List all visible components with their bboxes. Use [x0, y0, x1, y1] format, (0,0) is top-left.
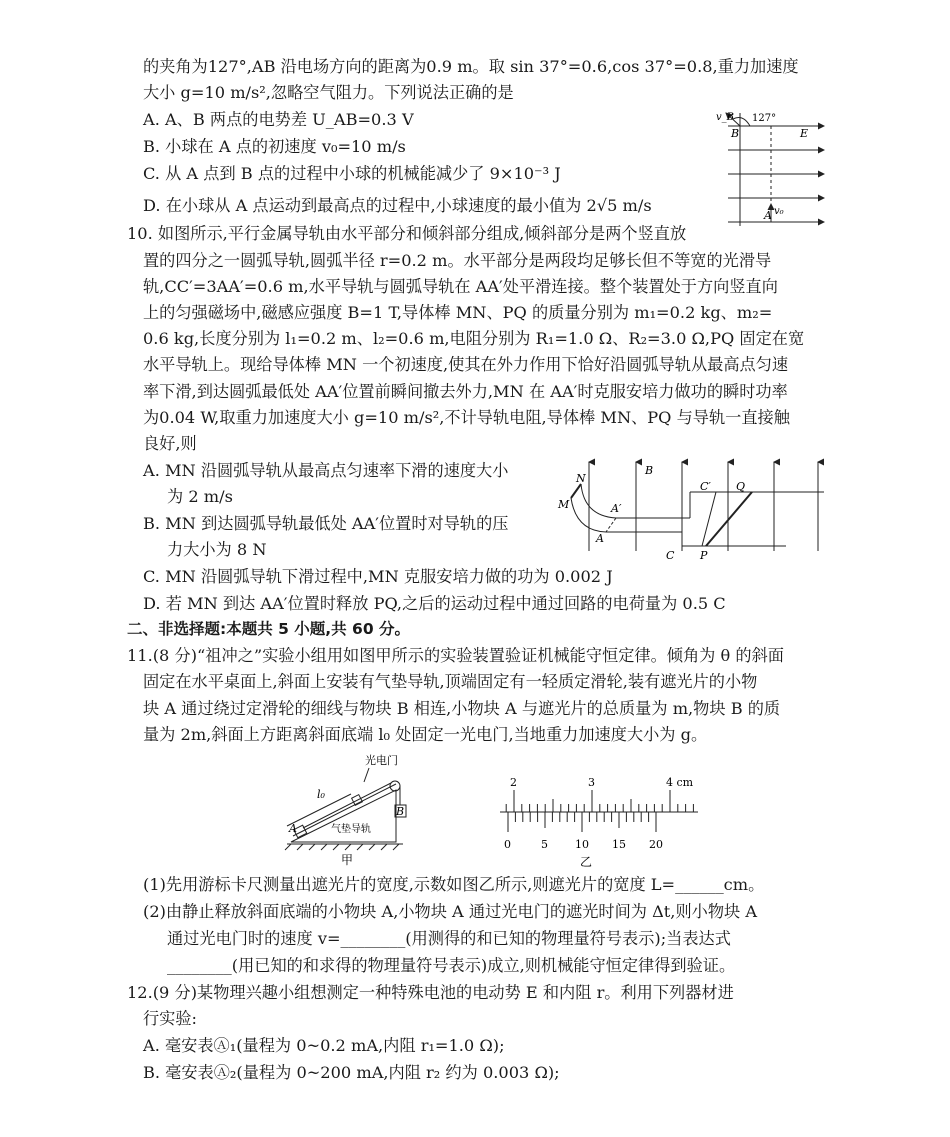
q11-yi-vernier-label-20: 20	[649, 838, 663, 851]
q10-fig-c-label: C	[666, 549, 675, 562]
q11-figure-yi	[494, 772, 704, 870]
q10-option-d: D. 若 MN 到达 AA′位置时释放 PQ,之后的运动过程中通过回路的电荷量为 0.5 C	[143, 594, 726, 613]
q11-jia-gate-label: 光电门	[365, 754, 398, 767]
q12-option-a: A. 毫安表Ⓐ₁(量程为 0~0.2 mA,内阻 r₁=1.0 Ω);	[143, 1036, 505, 1055]
q9-field-figure	[708, 108, 828, 228]
q10-fig-q-label: Q	[736, 480, 746, 493]
q11-jia-caption: 甲	[341, 853, 354, 867]
q9-fig-vb-label: v_B	[716, 112, 734, 123]
q9-fig-v0-label: v₀	[774, 206, 784, 217]
q11-yi-vernier-label-15: 15	[612, 838, 626, 851]
q9-option-c: C. 从 A 点到 B 点的过程中小球的机械能减少了 9×10⁻³ J	[143, 164, 561, 183]
q11-line-3: 块 A 通过绕过定滑轮的细线与物块 B 相连,小物块 A 与遮光片的总质量为 m,物块 B 的质	[143, 699, 781, 718]
q10-fig-m-label: M	[558, 498, 570, 511]
section-2-heading: 二、非选择题:本题共 5 小题,共 60 分。	[127, 620, 411, 638]
q12-line-2: 行实验:	[143, 1009, 198, 1028]
q10-line-1: 10. 如图所示,平行金属导轨由水平部分和倾斜部分组成,倾斜部分是两个竖直放	[127, 224, 687, 243]
q9-fig-e-label: E	[800, 127, 809, 140]
q11-line-2: 固定在水平桌面上,斜面上安装有气垫导轨,顶端固定有一轻质定滑轮,装有遮光片的小物	[143, 672, 758, 691]
q9-fig-angle-label: 127°	[752, 113, 777, 124]
q9-stem-line-2: 大小 g=10 m/s²,忽略空气阻力。下列说法正确的是	[143, 83, 514, 102]
q11-yi-vernier-label-0: 0	[504, 838, 511, 851]
q11-line-1: 11.(8 分)“祖冲之”实验小组用如图甲所示的实验装置验证机械能守恒定律。倾角为 θ 的斜面	[127, 646, 784, 665]
q10-option-a-line-1: A. MN 沿圆弧导轨从最高点匀速率下滑的速度大小	[143, 461, 509, 480]
q11-figure-jia	[283, 750, 433, 870]
q11-sub-2-line-2: 通过光电门时的速度 v=________(用测得的和已知的物理量符号表示);当表达式	[167, 929, 731, 948]
q11-sub-1: (1)先用游标卡尺测量出遮光片的宽度,示数如图乙所示,则遮光片的宽度 L=______cm。	[143, 875, 765, 894]
q10-line-8: 为0.04 W,取重力加速度大小 g=10 m/s²,不计导轨电阻,导体棒 MN、PQ 与导轨一直接触	[143, 408, 790, 427]
q9-option-d: D. 在小球从 A 点运动到最高点的过程中,小球速度的最小值为 2√5 m/s	[143, 196, 652, 215]
q10-line-4: 上的匀强磁场中,磁感应强度 B=1 T,导体棒 MN、PQ 的质量分别为 m₁=0.2 kg、m₂=	[143, 303, 773, 322]
q10-fig-n-label: N	[576, 472, 586, 485]
q10-fig-b-label: B	[645, 464, 654, 477]
q10-fig-a-label: A	[596, 532, 604, 545]
q10-fig-c-prime-label: C′	[700, 480, 711, 493]
q11-sub-2-line-3: ________(用已知的和求得的物理量符号表示)成立,则机械能守恒定律得到验证。	[167, 956, 736, 975]
q11-yi-main-label-3: 3	[588, 776, 595, 789]
q11-yi-main-label-4: 4 cm	[666, 776, 694, 789]
q10-line-6: 水平导轨上。现给导体棒 MN 一个初速度,使其在外力作用下恰好沿圆弧导轨从最高点匀速	[143, 355, 789, 374]
q10-fig-p-label: P	[700, 549, 708, 562]
q10-line-3: 轨,CC′=3AA′=0.6 m,水平导轨与圆弧导轨在 AA′处平滑连接。整个装置处于方向竖直向	[143, 277, 778, 296]
q11-sub-2-line-1: (2)由静止释放斜面底端的小物块 A,小物块 A 通过光电门的遮光时间为 Δt,则小物块 A	[143, 902, 758, 921]
q11-jia-b-label: B	[396, 805, 405, 818]
q9-fig-a-label: A	[764, 209, 772, 222]
q12-option-b: B. 毫安表Ⓐ₂(量程为 0~200 mA,内阻 r₂ 约为 0.003 Ω);	[143, 1063, 560, 1082]
q11-line-4: 量为 2m,斜面上方距离斜面底端 l₀ 处固定一光电门,当地重力加速度大小为 g。	[143, 725, 708, 744]
q11-jia-rail-label: 气垫导轨	[331, 824, 371, 835]
q11-yi-caption: 乙	[580, 855, 593, 869]
q10-line-9: 良好,则	[143, 434, 197, 453]
q10-line-7: 率下滑,到达圆弧最低处 AA′位置前瞬间撤去外力,MN 在 AA′时克服安培力做功的瞬时功率	[143, 382, 788, 401]
q11-jia-a-label: A	[289, 822, 297, 835]
q11-yi-main-label-2: 2	[510, 776, 517, 789]
q10-line-5: 0.6 kg,长度分别为 l₁=0.2 m、l₂=0.6 m,电阻分别为 R₁=1.0 Ω、R₂=3.0 Ω,PQ 固定在宽	[143, 329, 805, 348]
q11-jia-l0-label: l₀	[317, 788, 325, 801]
q10-option-b-line-2: 力大小为 8 N	[167, 540, 267, 559]
q9-fig-b-label: B	[731, 127, 740, 140]
q9-option-b: B. 小球在 A 点的初速度 v₀=10 m/s	[143, 137, 406, 156]
q12-line-1: 12.(9 分)某物理兴趣小组想测定一种特殊电池的电动势 E 和内阻 r。利用下列器材进	[127, 983, 734, 1002]
q10-option-a-line-2: 为 2 m/s	[167, 487, 233, 506]
q11-yi-vernier-label-10: 10	[575, 838, 589, 851]
q10-line-2: 置的四分之一圆弧导轨,圆弧半径 r=0.2 m。水平部分是两段均足够长但不等宽的光滑导	[143, 251, 772, 270]
q10-rail-figure	[556, 456, 828, 564]
q9-stem-line-1: 的夹角为127°,AB 沿电场方向的距离为0.9 m。取 sin 37°=0.6,cos 37°=0.8,重力加速度	[143, 57, 799, 76]
q10-option-c: C. MN 沿圆弧导轨下滑过程中,MN 克服安培力做的功为 0.002 J	[143, 567, 613, 586]
q9-option-a: A. A、B 两点的电势差 U_AB=0.3 V	[143, 110, 414, 129]
q11-yi-vernier-label-5: 5	[541, 838, 548, 851]
q10-fig-a-prime-label: A′	[611, 502, 622, 515]
q10-option-b-line-1: B. MN 到达圆弧导轨最低处 AA′位置时对导轨的压	[143, 514, 509, 533]
